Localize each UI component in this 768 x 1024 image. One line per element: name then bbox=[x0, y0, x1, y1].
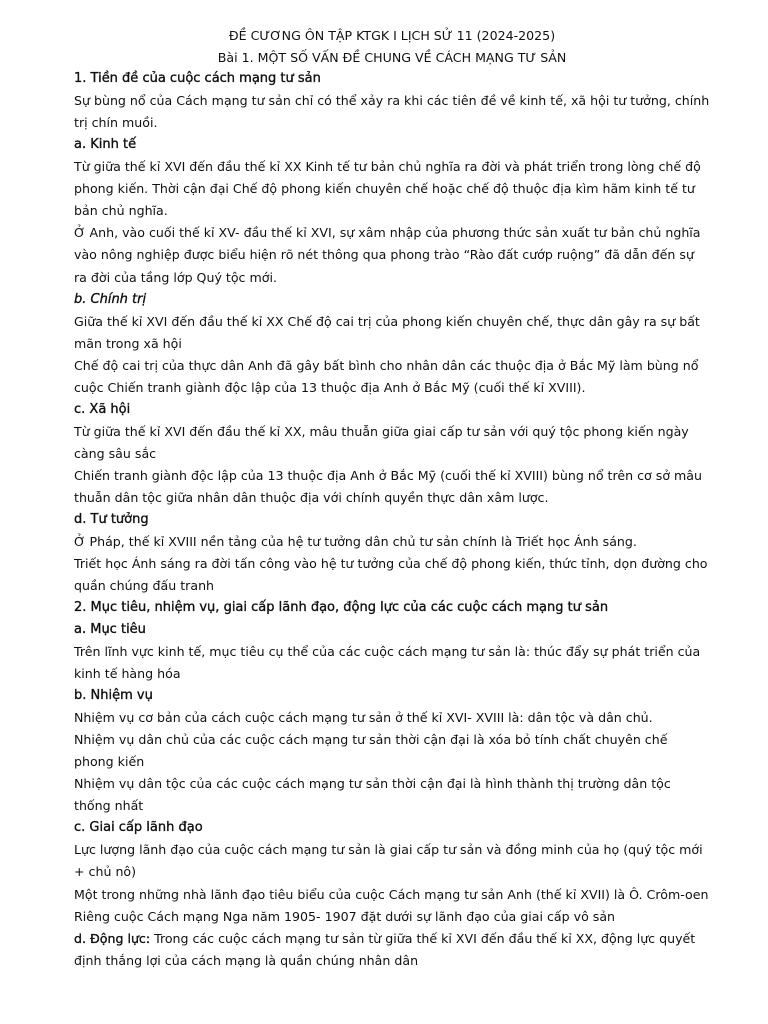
section-1a-heading: a. Kinh tế bbox=[74, 137, 137, 153]
section-2b-paragraph-2: Nhiệm vụ dân chủ của các cuộc cách mạng tư sản thời cận đại là xóa bỏ tính chất chuyên chế phong kiến bbox=[74, 732, 668, 770]
section-2b-paragraph-3: Nhiệm vụ dân tộc của các cuộc cách mạng tư sản thời cận đại là hình thành thị trường dân tộc thống nhất bbox=[74, 776, 671, 814]
section-2d-text: Trong các cuộc cách mạng tư sản từ giữa thế kỉ XVI đến đầu thế kỉ XX, động lực quyết định thắng lợi của cách mạng là quần chúng nhân dân bbox=[74, 930, 696, 968]
section-2c-heading: c. Giai cấp lãnh đạo bbox=[74, 820, 203, 836]
section-1b-heading: b. Chính trị bbox=[74, 291, 147, 307]
section-1c-heading: c. Xã hội bbox=[74, 401, 131, 417]
section-1d-heading: d. Tư tưởng bbox=[74, 511, 149, 527]
section-2-heading: 2. Mục tiêu, nhiệm vụ, giai cấp lãnh đạo, động lực của các cuộc cách mạng tư sản bbox=[74, 600, 609, 616]
section-1a-paragraph-1: Từ giữa thế kỉ XVI đến đầu thế kỉ XX Kinh tế tư bản chủ nghĩa ra đời và phát triển trong lòng chế độ phong kiến. Thời cận đại Chế độ phong kiến chuyên chế hoặc chế độ thuộc địa kìm hãm kinh tế tư bản chủ nghĩa. bbox=[74, 159, 701, 219]
section-1b-paragraph-2: Chế độ cai trị của thực dân Anh đã gây bất bình cho nhân dân các thuộc địa ở Bắc Mỹ làm bùng nổ cuộc Chiến tranh giành độc lập của 13 thuộc địa Anh ở Bắc Mỹ (cuối thế kỉ XVIII). bbox=[74, 357, 699, 395]
section-1-intro: Sự bùng nổ của Cách mạng tư sản chỉ có thể xảy ra khi các tiên đề về kinh tế, xã hội tư tưởng, chính trị chín muồi. bbox=[74, 93, 710, 131]
document-title: ĐỀ CƯƠNG ÔN TẬP KTGK I LỊCH SỬ 11 (2024-2025) bbox=[228, 28, 556, 43]
section-1b-paragraph-1: Giữa thế kỉ XVI đến đầu thế kỉ XX Chế độ cai trị của phong kiến chuyên chế, thực dân gây ra sự bất mãn trong xã hội bbox=[74, 313, 700, 351]
section-2b-paragraph-1: Nhiệm vụ cơ bản của cách cuộc cách mạng tư sản ở thế kỉ XVI- XVIII là: dân tộc và dân chủ. bbox=[74, 710, 653, 726]
section-1d-paragraph-1: Ở Pháp, thế kỉ XVIII nền tảng của hệ tư tưởng dân chủ tư sản chính là Triết học Ánh sáng. bbox=[74, 533, 637, 549]
section-1c-paragraph-2: Chiến tranh giành độc lập của 13 thuộc địa Anh ở Bắc Mỹ (cuối thế kỉ XVIII) bùng nổ trên cơ sở mâu thuẫn dân tộc giữa nhân dân thuộc địa với chính quyền thực dân xâm lược. bbox=[74, 467, 703, 505]
section-2a-heading: a. Mục tiêu bbox=[74, 622, 146, 638]
section-2c-paragraph-3: Riêng cuộc Cách mạng Nga năm 1905- 1907 đặt dưới sự lãnh đạo của giai cấp vô sản bbox=[74, 908, 616, 924]
lesson-title: Bài 1. MỘT SỐ VẤN ĐỀ CHUNG VỀ CÁCH MẠNG TƯ SẢN bbox=[217, 49, 567, 65]
section-2c-paragraph-1: Lực lượng lãnh đạo của cuộc cách mạng tư sản là giai cấp tư sản và đồng minh của họ (quý tộc mới + chủ nô) bbox=[74, 842, 703, 880]
section-1a-paragraph-2: Ở Anh, vào cuối thế kỉ XV- đầu thế kỉ XVI, sự xâm nhập của phương thức sản xuất tư bản chủ nghĩa vào nông nghiệp được biểu hiện rõ nét thông qua phong trào “Rào đất cướp ruộng” đã dẫn đến sự ra đời của tầng lớp Quý tộc mới. bbox=[74, 225, 701, 285]
section-2d-heading: d. Động lực: bbox=[74, 930, 151, 946]
section-1-heading: 1. Tiền đề của cuộc cách mạng tư sản bbox=[74, 71, 321, 87]
section-1d-paragraph-2: Triết học Ánh sáng ra đời tấn công vào hệ tư tưởng của chế độ phong kiến, thức tỉnh, dọn đường cho quần chúng đấu tranh bbox=[74, 555, 708, 594]
section-2c-paragraph-2: Một trong những nhà lãnh đạo tiêu biểu của cuộc Cách mạng tư sản Anh (thế kỉ XVII) là Ô. Crôm-oen bbox=[74, 886, 709, 902]
section-2d-paragraph bbox=[74, 928, 710, 972]
section-2a-paragraph-1: Trên lĩnh vực kinh tế, mục tiêu cụ thể của các cuộc cách mạng tư sản là: thúc đẩy sự phát triển của kinh tế hàng hóa bbox=[74, 644, 701, 682]
section-1c-paragraph-1: Từ giữa thế kỉ XVI đến đầu thế kỉ XX, mâu thuẫn giữa giai cấp tư sản với quý tộc phong kiến ngày càng sâu sắc bbox=[74, 423, 689, 461]
section-2b-heading: b. Nhiệm vụ bbox=[74, 688, 153, 704]
